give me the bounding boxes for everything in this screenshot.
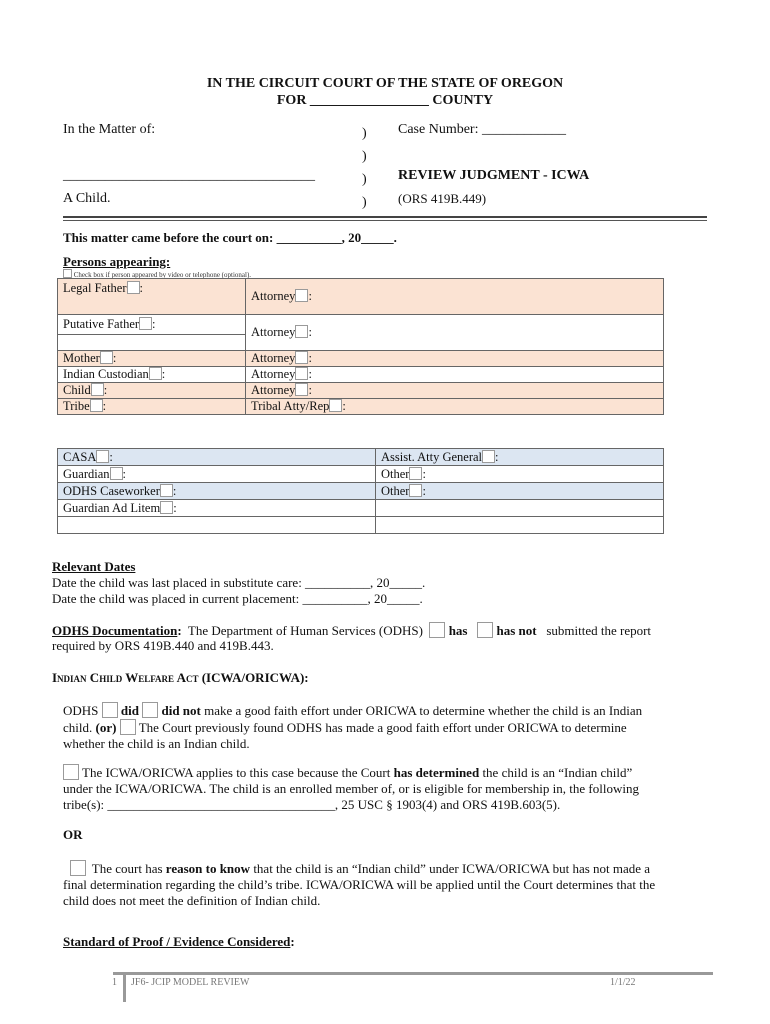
party-label: Legal Father xyxy=(63,281,127,295)
table-row: CASA : Assist. Atty General : xyxy=(58,449,664,466)
did-not-checkbox[interactable] xyxy=(142,702,158,718)
paren: ) xyxy=(362,126,367,141)
party-label: Child xyxy=(63,383,91,397)
table-row: Guardian Ad Litem : xyxy=(58,500,664,517)
table-row: Putative Father : Attorney : xyxy=(58,315,664,351)
county-line: FOR _________________ COUNTY xyxy=(276,93,494,108)
icwa-applies: The ICWA/ORICWA applies to this case because the Court has determined the child is an “Indian child” under the ICWA/ORICWA. The child is an enrolled member of, or is eligible for membership in, the following tribe(s): ___________________________________, 25 USC § 1903(4) and ORS 419B.603(5). xyxy=(63,765,639,812)
odhs-doc-text-3: required by ORS 419B.440 and 419B.443. xyxy=(52,638,274,653)
appearance-checkbox[interactable] xyxy=(91,383,104,396)
video-note-text: Check box if person appeared by video or telephone (optional). xyxy=(73,271,252,279)
appearance-checkbox[interactable] xyxy=(482,450,495,463)
persons-table-others xyxy=(57,448,664,534)
appearance-checkbox[interactable] xyxy=(96,450,109,463)
paren: ) xyxy=(362,172,367,187)
paren: ) xyxy=(362,195,367,210)
participant-label: Assist. Atty General xyxy=(381,449,483,464)
odhs-doc-text: The Department of Human Services (ODHS) xyxy=(187,623,423,638)
standard-of-proof-heading: Standard of Proof / Evidence Considered: xyxy=(63,934,295,949)
appearance-checkbox[interactable] xyxy=(329,399,342,412)
appearance-checkbox[interactable] xyxy=(409,467,422,480)
substitute-care-date[interactable]: Date the child was last placed in substitute care: __________, 20_____. xyxy=(52,575,426,590)
form-id: JF6- JCIP MODEL REVIEW xyxy=(131,977,250,988)
table-row: Tribe : Tribal Atty/Rep : xyxy=(58,399,664,415)
checkbox-icon xyxy=(63,269,72,278)
caption-parens xyxy=(362,122,367,214)
attorney-label: Attorney xyxy=(251,289,296,303)
caption-divider-bottom xyxy=(63,220,707,221)
participant-label: Guardian xyxy=(63,466,110,481)
participant-label: Other xyxy=(381,483,410,498)
party-label: Indian Custodian xyxy=(63,367,149,381)
table-row xyxy=(58,517,664,534)
odhs-doc-label: ODHS Documentation xyxy=(52,623,178,638)
attorney-label: Attorney xyxy=(251,383,296,397)
appearance-checkbox[interactable] xyxy=(160,501,173,514)
reason-to-know-checkbox[interactable] xyxy=(70,860,86,876)
has-label: has xyxy=(448,623,468,638)
table-row: Legal Father : Attorney : xyxy=(58,279,664,315)
odhs-doc-text-2: submitted the report xyxy=(546,623,652,638)
odhs-documentation: ODHS Documentation: The Department of Human Services (ODHS) has has not submitted the report xyxy=(52,623,652,638)
participant-label: Other xyxy=(381,466,410,481)
paren: ) xyxy=(362,149,367,164)
document-title: REVIEW JUDGMENT - ICWA xyxy=(398,168,590,183)
relevant-dates-heading: Relevant Dates xyxy=(52,559,136,574)
attorney-label: Attorney xyxy=(251,367,296,381)
icwa-reason-to-know: The court has reason to know that the child is an “Indian child” under ICWA/ORICWA but has not made a final determination regarding the child’s tribe. ICWA/ORICWA will be applied until the Court determines that the child does not meet the definition of Indian child. xyxy=(63,861,656,908)
court-line: IN THE CIRCUIT COURT OF THE STATE OF OREGON xyxy=(206,76,564,91)
table-row: Child : Attorney : xyxy=(58,383,664,399)
form-date: 1/1/22 xyxy=(610,977,636,988)
appearance-checkbox[interactable] xyxy=(100,351,113,364)
icwa-good-faith: ODHS did did not make a good faith effort under ORICWA to determine whether the child is an Indian child. (or) The Court previously found ODHS has made a good faith effort under ORICWA to determine whether the child is an Indian child. xyxy=(63,703,643,751)
has-not-checkbox[interactable] xyxy=(477,622,493,638)
previously-found-checkbox[interactable] xyxy=(120,719,136,735)
appearance-checkbox[interactable] xyxy=(90,399,103,412)
attorney-label: Attorney xyxy=(251,351,296,365)
did-label: did xyxy=(120,703,139,718)
appearance-checkbox[interactable] xyxy=(160,484,173,497)
table-row: Mother : Attorney : xyxy=(58,351,664,367)
appearance-checkbox[interactable] xyxy=(409,484,422,497)
appearance-checkbox[interactable] xyxy=(139,317,152,330)
table-row: ODHS Caseworker : Other : xyxy=(58,483,664,500)
has-checkbox[interactable] xyxy=(429,622,445,638)
participant-label: ODHS Caseworker xyxy=(63,483,160,498)
court-heading xyxy=(0,75,770,109)
current-placement-date[interactable]: Date the child was placed in current placement: __________, 20_____. xyxy=(52,591,423,606)
party-label: Tribe xyxy=(63,399,90,413)
appearance-checkbox[interactable] xyxy=(127,281,140,294)
participant-label: Guardian Ad Litem xyxy=(63,500,161,515)
participant-label: CASA xyxy=(63,449,97,464)
has-not-label: has not xyxy=(496,623,537,638)
tribe-blank[interactable]: tribe(s): ___________________________________, 25 USC § 1903(4) and ORS 419B.603(5). xyxy=(63,797,561,812)
odhs-label: ODHS xyxy=(63,703,99,718)
case-number[interactable]: Case Number: ____________ xyxy=(398,122,566,137)
appearance-checkbox[interactable] xyxy=(110,467,123,480)
did-checkbox[interactable] xyxy=(102,702,118,718)
did-not-label: did not xyxy=(161,703,201,718)
persons-heading: Persons appearing: xyxy=(63,254,171,269)
appearance-checkbox[interactable] xyxy=(295,325,308,338)
caption-divider-top xyxy=(63,216,707,218)
persons-table-parties xyxy=(57,278,664,415)
appearance-checkbox[interactable] xyxy=(149,367,162,380)
footer-rule xyxy=(113,972,713,975)
or-label: OR xyxy=(63,827,83,842)
table-row: Guardian : Other : xyxy=(58,466,664,483)
in-matter-label: In the Matter of: xyxy=(63,122,156,137)
page-number: 1 xyxy=(112,977,117,988)
party-label: Putative Father xyxy=(63,317,140,331)
icwa-applies-checkbox[interactable] xyxy=(63,764,79,780)
attorney-label: Tribal Atty/Rep xyxy=(251,399,330,413)
table-row: Indian Custodian : Attorney : xyxy=(58,367,664,383)
attorney-label: Attorney xyxy=(251,325,296,339)
party-label: Mother xyxy=(63,351,100,365)
matter-date-line[interactable]: This matter came before the court on: __________, 20_____. xyxy=(63,230,397,245)
footer-divider xyxy=(123,972,126,1002)
appearance-checkbox[interactable] xyxy=(295,289,308,302)
appearance-checkbox[interactable] xyxy=(295,383,308,396)
appearance-checkbox[interactable] xyxy=(295,367,308,380)
icwa-heading: Indian Child Welfare Act (ICWA/ORICWA): xyxy=(52,670,309,685)
appearance-checkbox[interactable] xyxy=(295,351,308,364)
a-child-label: A Child. xyxy=(63,191,111,206)
statute-reference: (ORS 419B.449) xyxy=(398,191,487,206)
child-name-blank[interactable]: ____________________________________ xyxy=(63,168,315,183)
